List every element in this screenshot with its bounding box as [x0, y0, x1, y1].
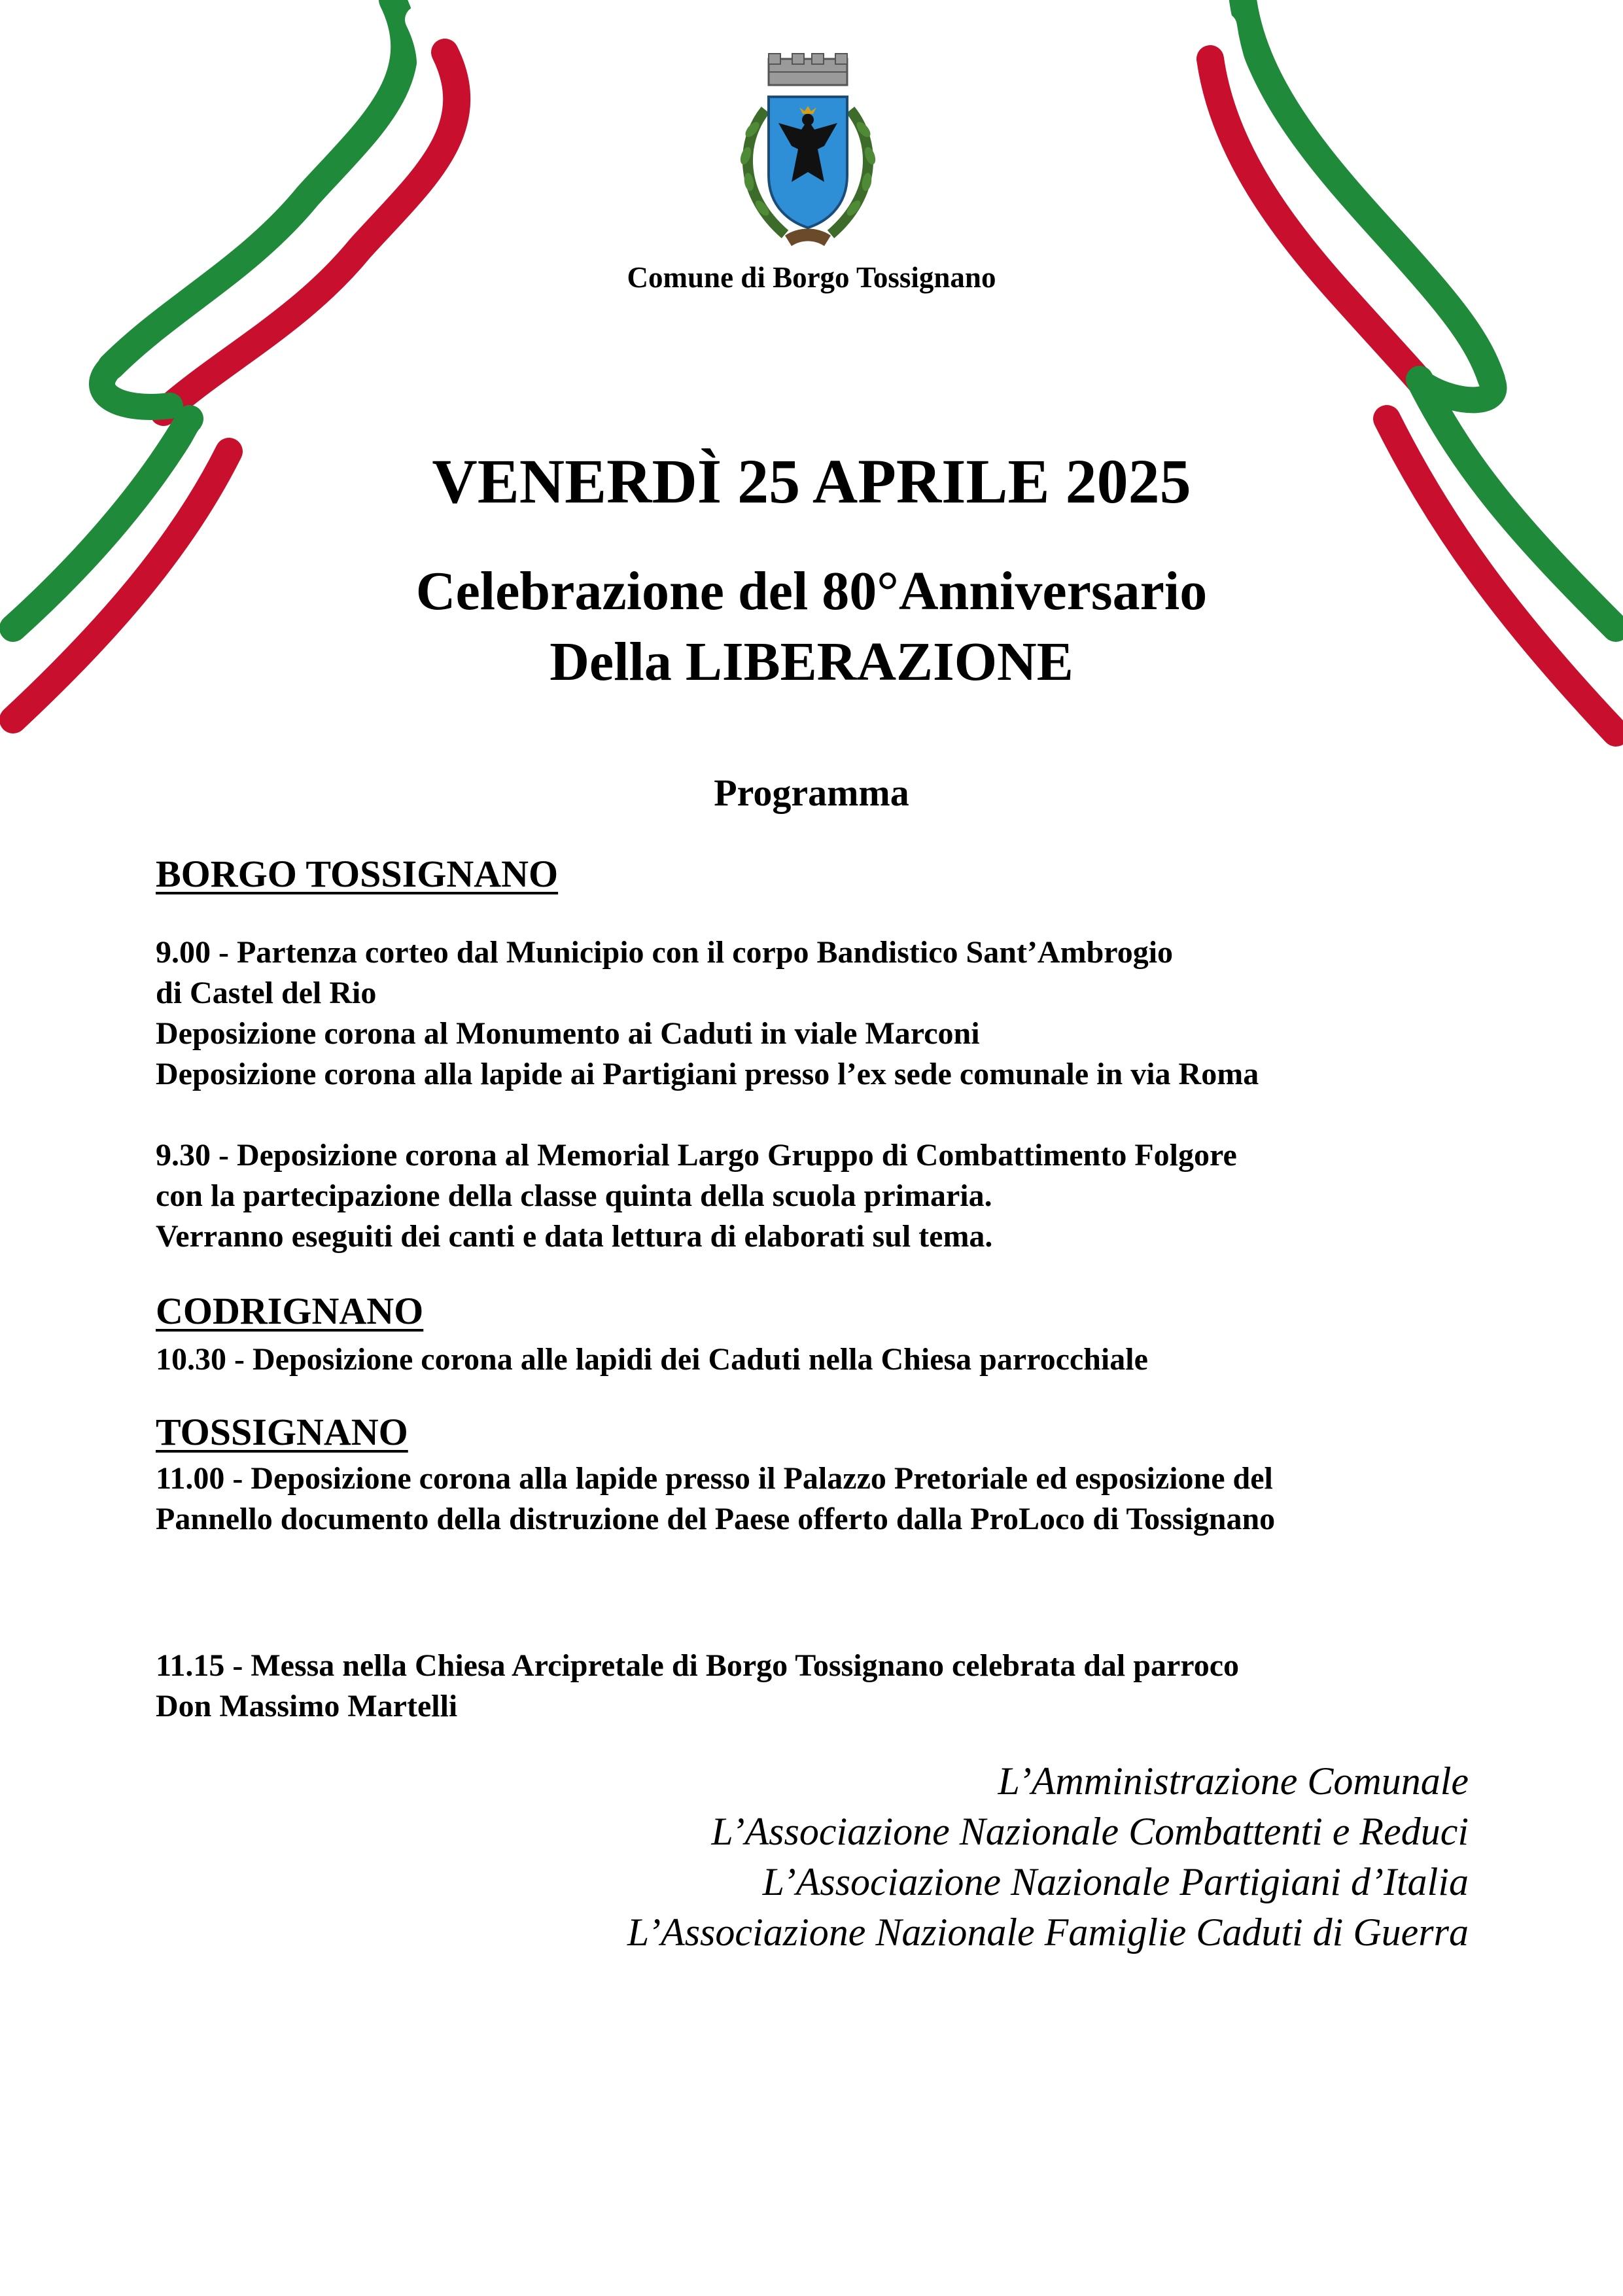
program-line: Verranno eseguiti dei canti e data lettura di elaborati sul tema. — [156, 1219, 993, 1254]
program-line: 9.00 - Partenza corteo dal Municipio con il corpo Bandistico Sant’Ambrogio — [156, 935, 1174, 970]
program-line: con la partecipazione della classe quinta della scuola primaria. — [156, 1178, 992, 1213]
event-title-line1: Celebrazione del 80°Anniversario — [415, 561, 1208, 622]
comune-name: Comune di Borgo Tossignano — [627, 261, 996, 294]
signature-line: L’Amministrazione Comunale — [998, 1759, 1469, 1803]
event-title-line2: Della LIBERAZIONE — [550, 631, 1073, 692]
program-line: Deposizione corona alla lapide ai Partigiani presso l’ex sede comunale in via Roma — [156, 1057, 1259, 1091]
program-line: 11.00 - Deposizione corona alla lapide presso il Palazzo Pretoriale ed esposizione del — [156, 1461, 1273, 1496]
program-line: 9.30 - Deposizione corona al Memorial Largo Gruppo di Combattimento Folgore — [156, 1138, 1237, 1173]
programma-heading: Programma — [714, 771, 909, 814]
program-line: Don Massimo Martelli — [156, 1689, 458, 1723]
program-line: 11.15 - Messa nella Chiesa Arcipretale di Borgo Tossignano celebrata dal parroco — [156, 1648, 1239, 1683]
event-date: VENERDÌ 25 APRILE 2025 — [432, 446, 1191, 516]
signature-line: L’Associazione Nazionale Famiglie Caduti di Guerra — [627, 1911, 1469, 1954]
section-heading-borgo-tossignano: BORGO TOSSIGNANO — [156, 853, 559, 895]
program-line: Deposizione corona al Monumento ai Caduti in viale Marconi — [156, 1016, 980, 1051]
section-heading-tossignano: TOSSIGNANO — [156, 1411, 408, 1453]
program-line: 10.30 - Deposizione corona alle lapidi dei Caduti nella Chiesa parrocchiale — [156, 1342, 1148, 1377]
signature-line: L’Associazione Nazionale Combattenti e Reduci — [711, 1810, 1469, 1853]
section-heading-codrignano: CODRIGNANO — [156, 1290, 424, 1332]
signature-line: L’Associazione Nazionale Partigiani d’Italia — [762, 1860, 1469, 1903]
program-line: Pannello documento della distruzione del Paese offerto dalla ProLoco di Tossignano — [156, 1502, 1276, 1536]
program-line: di Castel del Rio — [156, 976, 377, 1010]
municipal-crest-logo — [726, 51, 890, 260]
